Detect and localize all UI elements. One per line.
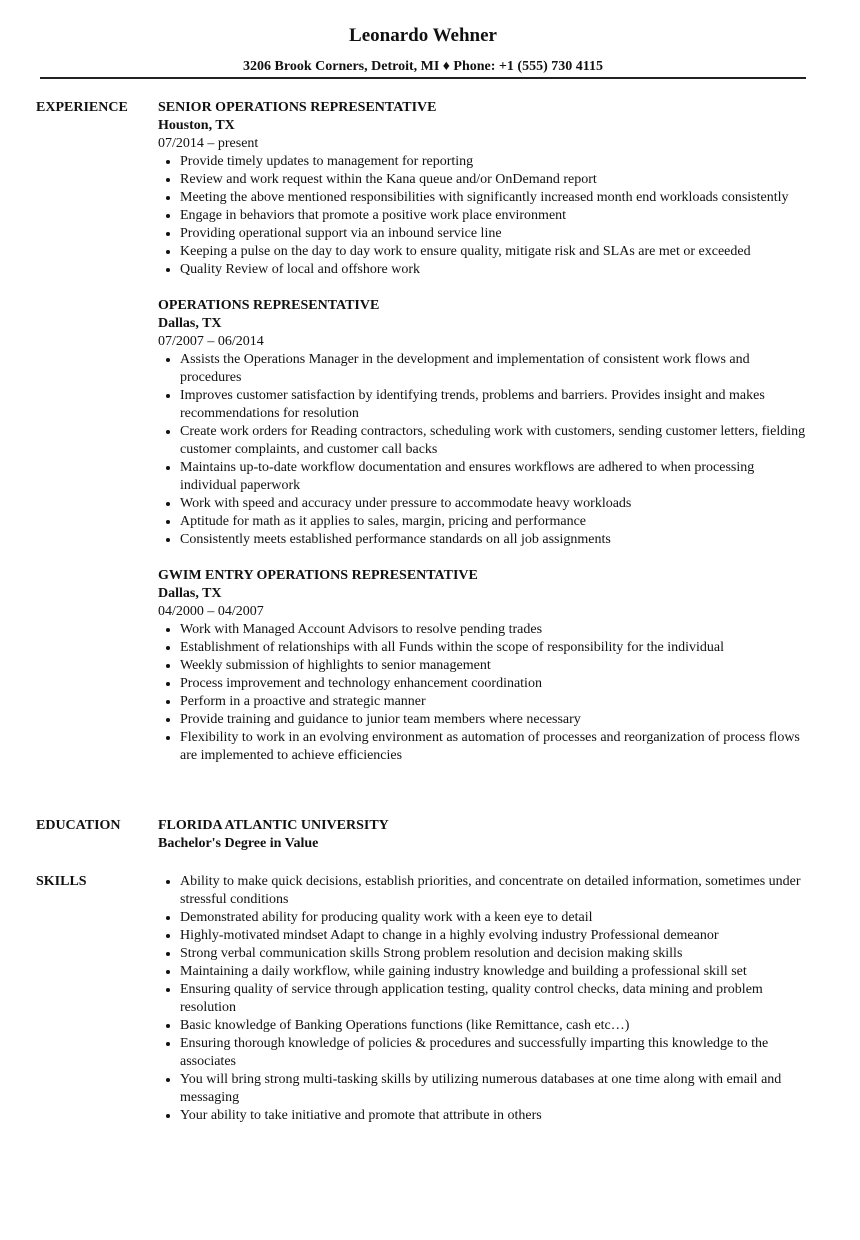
job-location: Dallas, TX <box>158 316 222 331</box>
bullet-item: • Keeping a pulse on the day to day work to ensure quality, mitigate risk and SLAs are met or exceeded <box>180 243 808 261</box>
bullet-item: • Improves customer satisfaction by identifying trends, problems and barriers. Provides insight and makes recommendations for resolution <box>180 387 808 423</box>
job-location: Dallas, TX <box>158 586 222 601</box>
job-entry <box>158 567 808 765</box>
skill-item: • Highly-motivated mindset Adapt to change in a highly evolving industry Professional demeanor <box>180 927 808 945</box>
bullet-item: • Provide timely updates to management for reporting <box>180 153 808 171</box>
bullet-item: • Work with speed and accuracy under pressure to accommodate heavy workloads <box>180 495 808 513</box>
job-title: OPERATIONS REPRESENTATIVE <box>158 298 380 313</box>
bullet-item: • Weekly submission of highlights to senior management <box>180 657 808 675</box>
bullet-item: • Process improvement and technology enhancement coordination <box>180 675 808 693</box>
education-heading: EDUCATION <box>36 818 121 833</box>
experience-list <box>158 99 808 783</box>
bullet-item: • Establishment of relationships with all Funds within the scope of responsibility for the individual <box>180 639 808 657</box>
bullet-item: • Consistently meets established performance standards on all job assignments <box>180 531 808 549</box>
skills-body <box>158 873 808 1125</box>
education-school: FLORIDA ATLANTIC UNIVERSITY <box>158 818 389 833</box>
skill-item: • Strong verbal communication skills Strong problem resolution and decision making skills <box>180 945 808 963</box>
skills-heading: SKILLS <box>36 874 87 889</box>
job-entry <box>158 297 808 549</box>
education-degree: Bachelor's Degree in Value <box>158 836 319 851</box>
skill-item: • Maintaining a daily workflow, while gaining industry knowledge and building a professional skill set <box>180 963 808 981</box>
bullet-item: • Flexibility to work in an evolving environment as automation of processes and reorganization of process flows are implemented to achieve efficiencies <box>180 729 808 765</box>
bullet-item: • Work with Managed Account Advisors to resolve pending trades <box>180 621 808 639</box>
bullet-item: • Review and work request within the Kana queue and/or OnDemand report <box>180 171 808 189</box>
job-dates: 07/2014 – present <box>158 136 259 151</box>
bullet-item: • Quality Review of local and offshore work <box>180 261 808 279</box>
header-divider <box>40 77 806 79</box>
bullet-item: • Assists the Operations Manager in the development and implementation of consistent work flows and procedures <box>180 351 808 387</box>
experience-heading: EXPERIENCE <box>36 100 128 115</box>
education-body <box>158 817 808 853</box>
bullet-item: • Maintains up-to-date workflow documentation and ensures workflows are adhered to when processing individual paperwork <box>180 459 808 495</box>
job-location: Houston, TX <box>158 118 235 133</box>
skill-item: • Ensuring quality of service through application testing, quality control checks, data mining and problem resolution <box>180 981 808 1017</box>
skill-item: • Ensuring thorough knowledge of policies & procedures and successfully imparting this knowledge to the associates <box>180 1035 808 1071</box>
bullet-item: • Meeting the above mentioned responsibilities with significantly increased month end workloads consistently <box>180 189 808 207</box>
bullet-item: • Perform in a proactive and strategic manner <box>180 693 808 711</box>
job-title: GWIM ENTRY OPERATIONS REPRESENTATIVE <box>158 568 478 583</box>
skills-list <box>158 873 808 1125</box>
bullet-item: • Create work orders for Reading contractors, scheduling work with customers, sending customer letters, fielding customer complaints, and customer call backs <box>180 423 808 459</box>
bullet-item: • Providing operational support via an inbound service line <box>180 225 808 243</box>
job-bullets <box>158 621 808 765</box>
job-dates: 04/2000 – 04/2007 <box>158 604 264 619</box>
job-entry <box>158 99 808 279</box>
skill-item: • You will bring strong multi-tasking skills by utilizing numerous databases at one time along with email and messaging <box>180 1071 808 1107</box>
skill-item: • Basic knowledge of Banking Operations functions (like Remittance, cash etc…) <box>180 1017 808 1035</box>
job-dates: 07/2007 – 06/2014 <box>158 334 264 349</box>
job-title: SENIOR OPERATIONS REPRESENTATIVE <box>158 100 437 115</box>
candidate-name: Leonardo Wehner <box>349 25 497 46</box>
skill-item: • Your ability to take initiative and promote that attribute in others <box>180 1107 808 1125</box>
bullet-item: • Provide training and guidance to junior team members where necessary <box>180 711 808 729</box>
skill-item: • Ability to make quick decisions, establish priorities, and concentrate on detailed information, sometimes under stressful conditions <box>180 873 808 909</box>
job-bullets <box>158 351 808 549</box>
skill-item: • Demonstrated ability for producing quality work with a keen eye to detail <box>180 909 808 927</box>
bullet-item: • Engage in behaviors that promote a positive work place environment <box>180 207 808 225</box>
contact-line: 3206 Brook Corners, Detroit, MI ♦ Phone: +1 (555) 730 4115 <box>243 59 603 74</box>
bullet-item: • Aptitude for math as it applies to sales, margin, pricing and performance <box>180 513 808 531</box>
job-bullets <box>158 153 808 279</box>
